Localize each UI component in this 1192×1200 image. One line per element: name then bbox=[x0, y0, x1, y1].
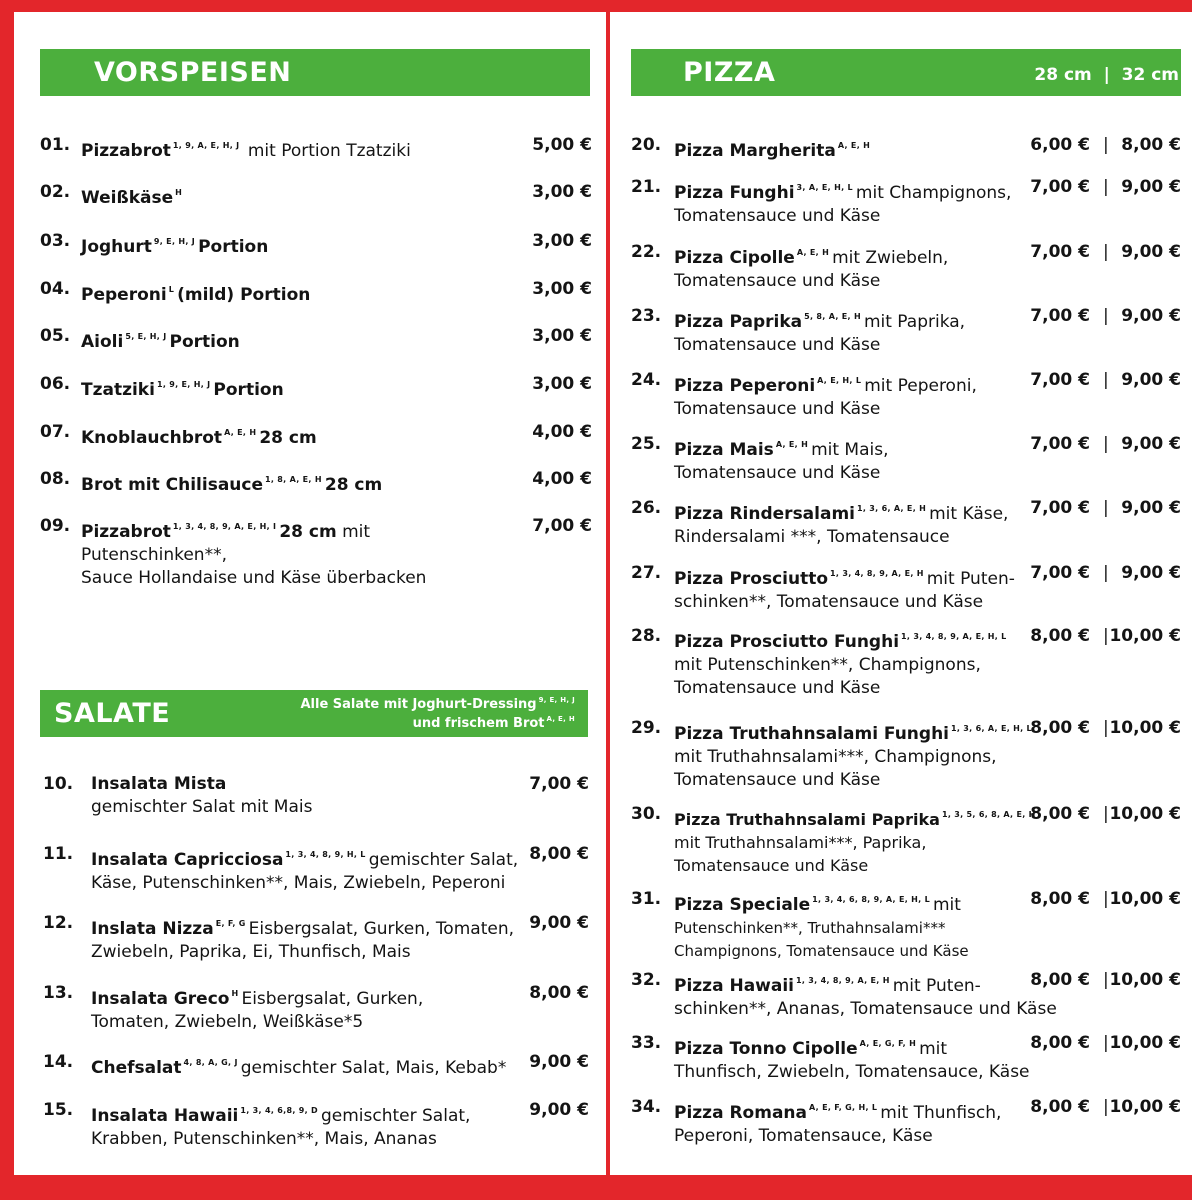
allergen-codes: A, E, H bbox=[837, 141, 871, 150]
item-number: 10. bbox=[43, 774, 74, 794]
allergen-codes: 1, 3, 4, 8, 9, A, E, H bbox=[830, 569, 924, 578]
allergen-codes: 1, 3, 4, 6, 8, 9, A, E, H, L bbox=[812, 895, 930, 904]
allergen-codes: 1, 3, 4, 8, 9, A, E, H bbox=[796, 976, 890, 985]
item-description-line: Tomatensauce und Käse bbox=[674, 271, 881, 291]
item-description: mit Paprika, bbox=[863, 312, 966, 332]
item-description: Eisbergsalat, Gurken, bbox=[241, 989, 424, 1009]
item-name: Pizza Truthahnsalami Funghi bbox=[674, 724, 950, 744]
salate-title: SALATE bbox=[54, 698, 171, 729]
item-body bbox=[81, 181, 521, 210]
item-name: Pizzabrot bbox=[81, 522, 171, 542]
item-body bbox=[674, 241, 1074, 293]
item-number: 06. bbox=[40, 374, 71, 394]
item-name: Insalata Mista bbox=[91, 774, 227, 794]
item-body bbox=[674, 562, 1074, 614]
allergen-codes: H bbox=[175, 188, 183, 197]
item-body bbox=[81, 134, 521, 163]
price-32cm: 9,00 € bbox=[1121, 498, 1181, 518]
item-price: 9,00 € bbox=[529, 1052, 589, 1072]
item-name: Pizza Funghi bbox=[674, 183, 795, 203]
item-extra: Portion bbox=[213, 380, 284, 400]
allergen-codes: 1, 9, E, H, J bbox=[156, 380, 211, 389]
allergen-codes: 1, 3, 6, A, E, H, L bbox=[951, 724, 1032, 733]
pizza-sizes: 28 cm | 32 cm bbox=[1034, 65, 1179, 85]
allergen-codes: A, E, H bbox=[775, 440, 809, 449]
item-description-line2: Zwiebeln, Paprika, Ei, Thunfisch, Mais bbox=[91, 942, 411, 962]
allergen-codes: H bbox=[231, 989, 239, 998]
item-name: Knoblauchbrot bbox=[81, 428, 223, 448]
item-description-line: Tomatensauce und Käse bbox=[674, 678, 881, 698]
item-name: Insalata Greco bbox=[91, 989, 230, 1009]
allergen-codes: A, E, H bbox=[224, 428, 257, 437]
item-number: 30. bbox=[631, 804, 662, 824]
salate-subtitle-line1: Alle Salate mit Joghurt-Dressing $^{9, E, H, J}$ bbox=[300, 696, 575, 712]
item-body bbox=[81, 468, 521, 497]
salate-subtitle-line2: und frischem Brot $^{A, E, H}$ bbox=[412, 715, 575, 731]
item-description-line: mit Truthahnsalami***, Champignons, bbox=[674, 747, 997, 767]
price-28cm: 7,00 € bbox=[1030, 306, 1090, 326]
item-price: 5,00 € bbox=[532, 135, 592, 155]
price-28cm: 6,00 € bbox=[1030, 135, 1090, 155]
item-name: Pizza Peperoni bbox=[674, 376, 816, 396]
item-description-line2: Krabben, Putenschinken**, Mais, Ananas bbox=[91, 1129, 437, 1149]
item-price: 3,00 € bbox=[532, 182, 592, 202]
item-number: 25. bbox=[631, 434, 662, 454]
item-number: 02. bbox=[40, 182, 71, 202]
price-32cm: 9,00 € bbox=[1121, 370, 1181, 390]
item-body bbox=[81, 325, 521, 354]
item-name: Insalata Hawaii bbox=[91, 1106, 239, 1126]
item-description: gemischter Salat, bbox=[320, 1106, 471, 1126]
item-number: 07. bbox=[40, 422, 71, 442]
item-name: Pizza Truthahnsalami Paprika bbox=[674, 810, 940, 829]
price-28cm: 7,00 € bbox=[1030, 434, 1090, 454]
fold-line bbox=[606, 0, 610, 1200]
price-32cm: 10,00 € bbox=[1109, 626, 1181, 646]
allergen-codes: 5, 8, A, E, H bbox=[804, 312, 861, 321]
item-number: 14. bbox=[43, 1052, 74, 1072]
item-description-line: mit Putenschinken**, Champignons, bbox=[674, 655, 981, 675]
price-32cm: 9,00 € bbox=[1121, 563, 1181, 583]
item-name: Tzatziki bbox=[81, 380, 155, 400]
item-price: 9,00 € bbox=[529, 1100, 589, 1120]
item-description-line: Tomatensauce und Käse bbox=[674, 856, 869, 875]
item-number: 03. bbox=[40, 231, 71, 251]
item-body bbox=[674, 1096, 1074, 1148]
item-price: 7,00 € bbox=[529, 774, 589, 794]
item-name: Pizza Prosciutto Funghi bbox=[674, 632, 900, 652]
item-description: mit Putenschinken**, bbox=[81, 522, 371, 565]
allergen-codes: 5, E, H, J bbox=[125, 332, 167, 341]
price-separator: | bbox=[1103, 135, 1109, 155]
price-28cm: 7,00 € bbox=[1030, 177, 1090, 197]
item-number: 22. bbox=[631, 242, 662, 262]
item-body bbox=[674, 369, 1074, 421]
item-price: 3,00 € bbox=[532, 279, 592, 299]
item-body bbox=[674, 625, 1074, 700]
price-32cm: 10,00 € bbox=[1109, 1033, 1181, 1053]
price-32cm: 9,00 € bbox=[1121, 434, 1181, 454]
item-body bbox=[91, 1099, 541, 1151]
allergen-codes: 1, 3, 4, 6,8, 9, D bbox=[240, 1106, 318, 1115]
allergen-codes: 1, 3, 6, A, E, H bbox=[857, 504, 927, 513]
price-separator: | bbox=[1103, 370, 1109, 390]
item-description: mit Peperoni, bbox=[864, 376, 977, 396]
price-32cm: 9,00 € bbox=[1121, 306, 1181, 326]
item-number: 21. bbox=[631, 177, 662, 197]
allergen-codes: 1, 3, 4, 8, 9, A, E, H, L bbox=[901, 632, 1007, 641]
item-name: Pizza Rindersalami bbox=[674, 504, 855, 524]
item-price: 3,00 € bbox=[532, 231, 592, 251]
item-body bbox=[81, 278, 521, 307]
item-name: Peperoni bbox=[81, 285, 167, 305]
salate-header bbox=[40, 690, 588, 737]
item-description: mit Käse, bbox=[929, 504, 1009, 524]
item-description: mit Thunfisch, bbox=[880, 1103, 1002, 1123]
item-name: Pizza Paprika bbox=[674, 312, 803, 332]
item-body bbox=[674, 433, 1074, 485]
item-price: 4,00 € bbox=[532, 469, 592, 489]
item-description-line: Tomatensauce und Käse bbox=[674, 399, 881, 419]
item-description: mit Zwiebeln, bbox=[832, 248, 949, 268]
price-separator: | bbox=[1103, 804, 1109, 824]
item-price: 8,00 € bbox=[529, 844, 589, 864]
item-number: 26. bbox=[631, 498, 662, 518]
item-body bbox=[674, 1032, 1074, 1084]
item-description-line: schinken**, Tomatensauce und Käse bbox=[674, 592, 984, 612]
price-separator: | bbox=[1103, 889, 1109, 909]
item-description: mit Puten- bbox=[926, 569, 1015, 589]
item-number: 13. bbox=[43, 983, 74, 1003]
item-description-line2: Käse, Putenschinken**, Mais, Zwiebeln, Peperoni bbox=[91, 873, 506, 893]
item-description: gemischter Salat, Mais, Kebab* bbox=[240, 1058, 507, 1078]
item-body bbox=[674, 803, 1074, 877]
pizza-title: PIZZA bbox=[683, 57, 776, 88]
item-extra: 28 cm bbox=[279, 522, 337, 542]
allergen-codes: 9, E, H, J bbox=[153, 237, 196, 246]
item-number: 11. bbox=[43, 844, 74, 864]
price-28cm: 8,00 € bbox=[1030, 626, 1090, 646]
item-number: 12. bbox=[43, 913, 74, 933]
item-description-line: Champignons, Tomatensauce und Käse bbox=[674, 942, 969, 960]
item-description: mit bbox=[919, 1039, 948, 1059]
item-description-line: Rindersalami ***, Tomatensauce bbox=[674, 527, 950, 547]
item-number: 24. bbox=[631, 370, 662, 390]
item-description: mit Champignons, bbox=[855, 183, 1012, 203]
item-description-line: schinken**, Ananas, Tomatensauce und Käse bbox=[674, 999, 1057, 1019]
vorspeisen-header bbox=[40, 49, 590, 96]
item-number: 15. bbox=[43, 1100, 74, 1120]
item-name: Brot mit Chilisauce bbox=[81, 475, 264, 495]
allergen-codes: A, E, H bbox=[796, 248, 830, 257]
item-description-line: Peperoni, Tomatensauce, Käse bbox=[674, 1126, 933, 1146]
item-body bbox=[91, 773, 541, 819]
item-description-line: Putenschinken**, Truthahnsalami*** bbox=[674, 919, 946, 937]
item-body bbox=[91, 982, 541, 1034]
item-number: 23. bbox=[631, 306, 662, 326]
allergen-codes: 1, 3, 5, 6, 8, A, E, H bbox=[941, 810, 1036, 819]
price-separator: | bbox=[1103, 563, 1109, 583]
item-description-line: Tomatensauce und Käse bbox=[674, 206, 881, 226]
price-32cm: 9,00 € bbox=[1121, 177, 1181, 197]
item-name: Pizza Hawaii bbox=[674, 976, 794, 996]
item-price: 7,00 € bbox=[532, 516, 592, 536]
item-extra: Portion bbox=[198, 237, 269, 257]
price-28cm: 8,00 € bbox=[1030, 889, 1090, 909]
item-body bbox=[674, 969, 1074, 1021]
price-28cm: 8,00 € bbox=[1030, 804, 1090, 824]
item-name: Pizza Tonno Cipolle bbox=[674, 1039, 858, 1059]
allergen-codes: A, E, G, F, H bbox=[859, 1039, 917, 1048]
price-separator: | bbox=[1103, 1097, 1109, 1117]
item-number: 31. bbox=[631, 889, 662, 909]
item-description: mit Portion Tzatziki bbox=[247, 141, 411, 161]
item-description-line: mit Truthahnsalami***, Paprika, bbox=[674, 833, 927, 852]
item-description: gemischter Salat, bbox=[368, 850, 519, 870]
item-number: 08. bbox=[40, 469, 71, 489]
price-28cm: 7,00 € bbox=[1030, 563, 1090, 583]
item-extra: (mild) Portion bbox=[177, 285, 311, 305]
item-description: mit bbox=[932, 895, 961, 915]
item-description-line2: gemischter Salat mit Mais bbox=[91, 797, 313, 817]
price-32cm: 10,00 € bbox=[1109, 1097, 1181, 1117]
price-separator: | bbox=[1103, 242, 1109, 262]
allergen-codes: E, F, G bbox=[215, 919, 246, 928]
price-28cm: 7,00 € bbox=[1030, 498, 1090, 518]
price-28cm: 7,00 € bbox=[1030, 242, 1090, 262]
price-separator: | bbox=[1103, 970, 1109, 990]
item-number: 33. bbox=[631, 1033, 662, 1053]
item-extra: 28 cm bbox=[259, 428, 317, 448]
item-name: Pizza Romana bbox=[674, 1103, 807, 1123]
allergen-codes: A, E, H, L bbox=[817, 376, 862, 385]
item-body bbox=[91, 843, 541, 895]
item-number: 05. bbox=[40, 326, 71, 346]
allergen-codes: 1, 8, A, E, H bbox=[265, 475, 322, 484]
price-28cm: 8,00 € bbox=[1030, 718, 1090, 738]
item-body bbox=[674, 717, 1074, 792]
price-32cm: 10,00 € bbox=[1109, 804, 1181, 824]
price-separator: | bbox=[1103, 1033, 1109, 1053]
item-price: 3,00 € bbox=[532, 374, 592, 394]
item-price: 4,00 € bbox=[532, 422, 592, 442]
item-name: Aioli bbox=[81, 332, 124, 352]
item-number: 20. bbox=[631, 135, 662, 155]
item-price: 3,00 € bbox=[532, 326, 592, 346]
allergen-codes: 1, 3, 4, 8, 9, A, E, H, I bbox=[172, 522, 277, 531]
allergen-codes: 3, A, E, H, L bbox=[796, 183, 853, 192]
item-name: Chefsalat bbox=[91, 1058, 182, 1078]
item-description-line: Tomatensauce und Käse bbox=[674, 463, 881, 483]
item-number: 28. bbox=[631, 626, 662, 646]
item-number: 04. bbox=[40, 279, 71, 299]
price-32cm: 10,00 € bbox=[1109, 970, 1181, 990]
price-32cm: 10,00 € bbox=[1109, 718, 1181, 738]
item-body bbox=[91, 912, 541, 964]
item-description-line: Tomatensauce und Käse bbox=[674, 335, 881, 355]
item-body bbox=[674, 497, 1074, 549]
price-28cm: 8,00 € bbox=[1030, 1097, 1090, 1117]
item-body bbox=[674, 176, 1074, 228]
allergen-codes: 1, 9, A, E, H, J bbox=[172, 141, 240, 150]
item-body bbox=[81, 515, 521, 590]
price-28cm: 8,00 € bbox=[1030, 1033, 1090, 1053]
price-32cm: 9,00 € bbox=[1121, 242, 1181, 262]
item-body bbox=[91, 1051, 541, 1080]
item-name: Pizza Margherita bbox=[674, 141, 836, 161]
item-description-line: Thunfisch, Zwiebeln, Tomatensauce, Käse bbox=[674, 1062, 1030, 1082]
item-name: Inslata Nizza bbox=[91, 919, 214, 939]
item-body bbox=[674, 134, 1074, 163]
allergen-codes: 4, 8, A, G, J bbox=[183, 1058, 238, 1067]
item-price: 8,00 € bbox=[529, 983, 589, 1003]
price-separator: | bbox=[1103, 177, 1109, 197]
item-description-line2: Tomaten, Zwiebeln, Weißkäse*5 bbox=[91, 1012, 364, 1032]
item-description-line2: Sauce Hollandaise und Käse überbacken bbox=[81, 568, 427, 588]
item-number: 34. bbox=[631, 1097, 662, 1117]
item-name: Pizza Mais bbox=[674, 440, 774, 460]
item-name: Weißkäse bbox=[81, 188, 174, 208]
vorspeisen-title: VORSPEISEN bbox=[94, 57, 292, 88]
price-28cm: 7,00 € bbox=[1030, 370, 1090, 390]
item-description: mit Mais, bbox=[811, 440, 889, 460]
price-separator: | bbox=[1103, 718, 1109, 738]
allergen-codes: L bbox=[168, 285, 175, 294]
price-separator: | bbox=[1103, 434, 1109, 454]
item-number: 29. bbox=[631, 718, 662, 738]
pizza-header bbox=[631, 49, 1181, 96]
item-description: Eisbergsalat, Gurken, Tomaten, bbox=[248, 919, 514, 939]
item-name: Pizza Speciale bbox=[674, 895, 811, 915]
price-separator: | bbox=[1103, 498, 1109, 518]
allergen-codes: 1, 3, 4, 8, 9, H, L bbox=[285, 850, 366, 859]
item-extra: 28 cm bbox=[324, 475, 383, 495]
item-name: Insalata Capricciosa bbox=[91, 850, 284, 870]
price-32cm: 8,00 € bbox=[1121, 135, 1181, 155]
item-number: 09. bbox=[40, 516, 71, 536]
item-number: 27. bbox=[631, 563, 662, 583]
item-body bbox=[81, 421, 521, 450]
item-description-line: Tomatensauce und Käse bbox=[674, 770, 881, 790]
allergen-codes: A, E, F, G, H, L bbox=[809, 1103, 878, 1112]
item-name: Pizzabrot bbox=[81, 141, 171, 161]
item-description: mit Puten- bbox=[892, 976, 981, 996]
item-body bbox=[674, 888, 1074, 963]
item-name: Joghurt bbox=[81, 237, 152, 257]
item-body bbox=[674, 305, 1074, 357]
item-number: 32. bbox=[631, 970, 662, 990]
item-number: 01. bbox=[40, 135, 71, 155]
price-32cm: 10,00 € bbox=[1109, 889, 1181, 909]
price-separator: | bbox=[1103, 306, 1109, 326]
price-28cm: 8,00 € bbox=[1030, 970, 1090, 990]
item-body bbox=[81, 230, 521, 259]
item-name: Pizza Cipolle bbox=[674, 248, 795, 268]
item-extra: Portion bbox=[169, 332, 240, 352]
price-separator: | bbox=[1103, 626, 1109, 646]
item-body bbox=[81, 373, 521, 402]
item-price: 9,00 € bbox=[529, 913, 589, 933]
item-name: Pizza Prosciutto bbox=[674, 569, 829, 589]
